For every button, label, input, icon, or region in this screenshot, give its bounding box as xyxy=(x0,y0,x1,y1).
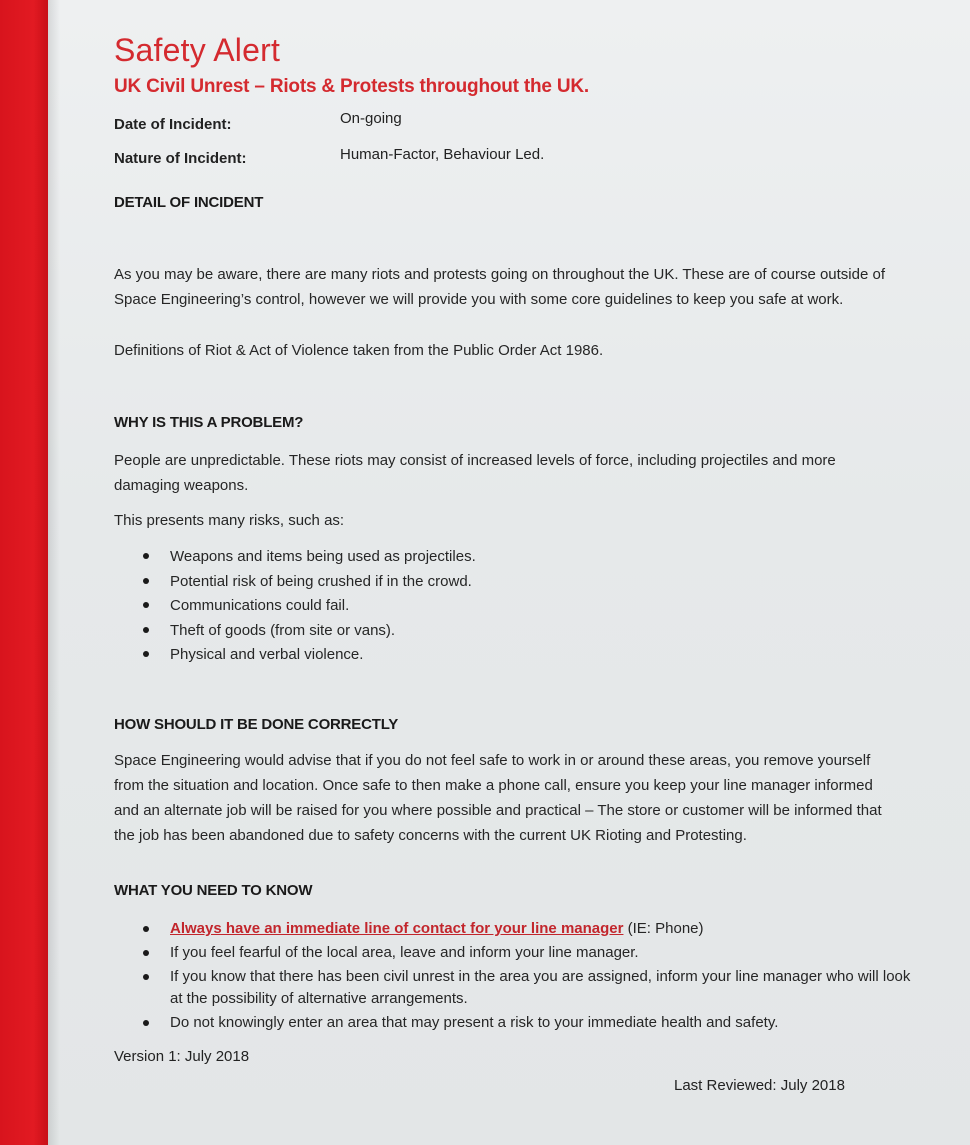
document-title: Safety Alert xyxy=(114,32,281,68)
bullet-icon xyxy=(143,926,149,932)
correct-heading: HOW SHOULD IT BE DONE CORRECTLY xyxy=(114,716,399,733)
bullet-icon xyxy=(143,974,149,980)
date-of-incident-label: Date of Incident: xyxy=(114,116,232,133)
bullet-icon xyxy=(143,578,149,584)
problem-body: People are unpredictable. These riots may consist of increased levels of force, including projectiles and more damaging weapons. xyxy=(114,452,836,494)
list-item: If you feel fearful of the local area, leave and inform your line manager. xyxy=(114,942,914,964)
bullet-icon xyxy=(143,950,149,956)
detail-body: As you may be aware, there are many riots and protests going on throughout the UK. These are of course outside of Space Engineering’s control, however we will provide you with some core guidelines to keep you safe at work. xyxy=(114,266,885,308)
problem-heading: WHY IS THIS A PROBLEM? xyxy=(114,414,304,431)
risks-intro: This presents many risks, such as: xyxy=(114,512,345,529)
list-item: Always have an immediate line of contact for your line manager (IE: Phone) xyxy=(114,918,914,940)
list-item: Communications could fail. xyxy=(114,594,914,619)
list-item: If you know that there has been civil unrest in the area you are assigned, inform your line manager who will look at the possibility of alternative arrangements. xyxy=(114,966,914,1010)
risks-list xyxy=(114,545,914,668)
bullet-icon xyxy=(143,651,149,657)
bullet-icon xyxy=(143,1020,149,1026)
page-edge-shadow xyxy=(48,0,60,1145)
bullet-icon xyxy=(143,602,149,608)
list-item: Potential risk of being crushed if in the crowd. xyxy=(114,570,914,595)
list-item: Weapons and items being used as projectiles. xyxy=(114,545,914,570)
nature-of-incident-label: Nature of Incident: xyxy=(114,150,247,167)
document-subtitle: UK Civil Unrest – Riots & Protests throughout the UK. xyxy=(114,76,589,97)
last-reviewed-text: Last Reviewed: July 2018 xyxy=(674,1077,845,1094)
list-item: Physical and verbal violence. xyxy=(114,643,914,668)
list-item: Do not knowingly enter an area that may present a risk to your immediate health and safety. xyxy=(114,1012,914,1034)
bullet-icon xyxy=(143,627,149,633)
side-color-bar xyxy=(0,0,48,1145)
line-manager-contact-link[interactable]: Always have an immediate line of contact for your line manager xyxy=(170,920,624,937)
detail-heading: DETAIL OF INCIDENT xyxy=(114,194,264,211)
nature-of-incident-value: Human-Factor, Behaviour Led. xyxy=(340,146,545,163)
detail-definitions: Definitions of Riot & Act of Violence taken from the Public Order Act 1986. xyxy=(114,342,604,359)
know-list xyxy=(114,918,914,1036)
date-of-incident-value: On-going xyxy=(340,110,402,127)
correct-body: Space Engineering would advise that if you do not feel safe to work in or around these areas, you remove yourself from the situation and location. Once safe to then make a phone call, ensure you keep your line manager informed and an alternate job will be raised for you where possible and practical – The store or customer will be informed that the job has been abandoned due to safety concerns with the current UK Rioting and Protesting. xyxy=(114,752,882,844)
version-text: Version 1: July 2018 xyxy=(114,1048,250,1065)
know-heading: WHAT YOU NEED TO KNOW xyxy=(114,882,313,899)
list-item: Theft of goods (from site or vans). xyxy=(114,619,914,644)
bullet-icon xyxy=(143,553,149,559)
